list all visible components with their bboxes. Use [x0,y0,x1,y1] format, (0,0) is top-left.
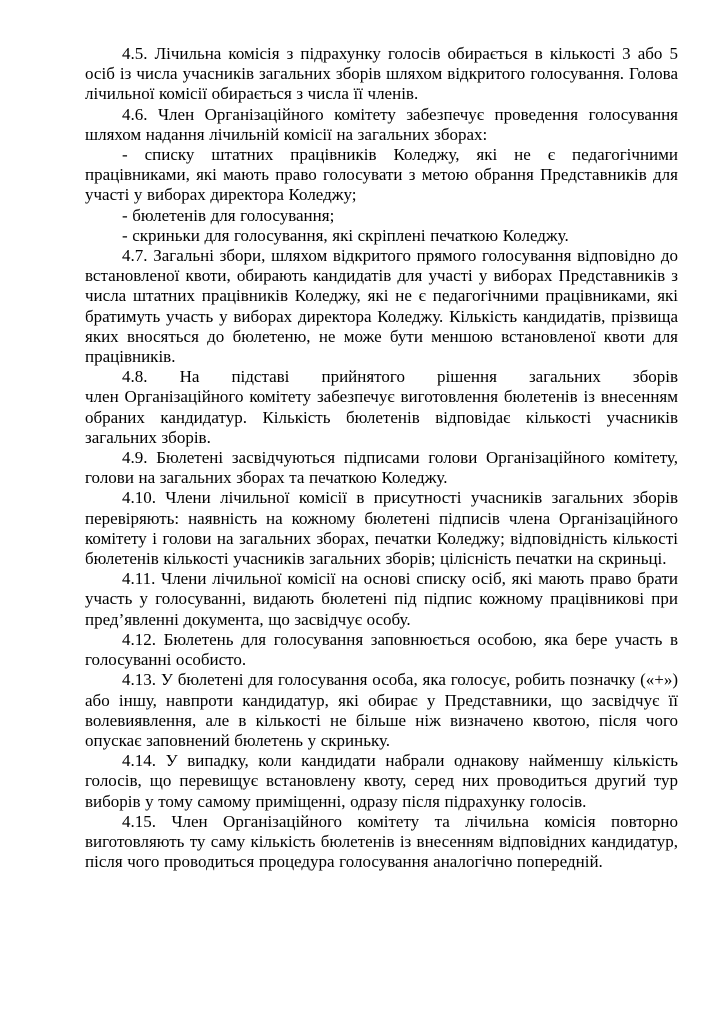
paragraph-4-8 [85,367,678,448]
paragraph-4-11: 4.11. Члени лічильної комісії на основі списку осіб, які мають право брати участь у голосуванні, видають бюлетені під підпис кожному працівникові при пред’явленні документа, що засвідчує особу. [85,569,678,629]
paragraph-4-14: 4.14. У випадку, коли кандидати набрали однакову найменшу кількість голосів, що перевищує встановлену квоту, серед них проводиться другий тур виборів у тому самому приміщенні, одразу після підрахунку голосів. [85,751,678,811]
paragraph-4-12: 4.12. Бюлетень для голосування заповнюється особою, яка бере участь в голосуванні особисто. [85,629,678,670]
paragraph-4-9: 4.9. Бюлетені засвідчуються підписами голови Організаційного комітету, голови на загальних зборах та печаткою Коледжу. [85,448,678,488]
paragraph-4-7: 4.7. Загальні збори, шляхом відкритого прямого голосування відповідно до встановленої квоти, обирають кандидатів для участі у виборах Представників з числа штатних працівників Коледжу, які не є педагогічними працівниками, які братимуть участь у виборах директора Коледжу. Кількість кандидатів, прізвища яких вносяться до бюлетеню, не може бути меншою встановленої квоти для працівників. [85,246,678,367]
paragraph-4-5: 4.5. Лічильна комісія з підрахунку голосів обирається в кількості 3 або 5 осіб із числа учасників загальних зборів шляхом відкритого голосування. Голова лічильної комісії обирається з числа її членів. [85,44,678,104]
list-item-ballot-box: - скриньки для голосування, які скріплені печаткою Коледжу. [122,225,569,245]
list-item-ballots: - бюлетенів для голосування; [122,205,335,225]
list-item-staff-list: - списку штатних працівників Коледжу, які не є педагогічними працівниками, які мають право голосувати з метою обрання Представників для участі у виборах директора Коледжу; [85,145,678,205]
paragraph-4-8-rest: член Організаційного комітету забезпечує виготовлення бюлетенів із внесенням обраних кандидатур. Кількість бюлетенів відповідає кількості учасників загальних зборів. [85,387,678,447]
paragraph-4-6: 4.6. Член Організаційного комітету забезпечує проведення голосування шляхом надання лічильній комісії на загальних зборах: [85,104,678,144]
text-block [85,44,678,872]
paragraph-4-13: 4.13. У бюлетені для голосування особа, яка голосує, робить позначку («+») або іншу, навпроти кандидатур, які обирає у Представники, що засвідчує її волевиявлення, але в кількості не більше ніж визначено квотою, після чого опускає заповнений бюлетень у скриньку. [85,670,678,750]
paragraph-4-15: 4.15. Член Організаційного комітету та лічильна комісія повторно виготовляють ту саму кількість бюлетенів із внесенням відповідних кандидатур, після чого проводиться процедура голосування аналогічно попередній. [85,811,678,872]
paragraph-4-8-line1: 4.8. На підставі прийнятого рішення загальних зборів [122,367,678,387]
paragraph-4-10: 4.10. Члени лічильної комісії в присутності учасників загальних зборів перевіряють: наявність на кожному бюлетені підписів члена Організаційного комітету і голови на загальних зборах, печатки Коледжу; відповідність кількості бюлетенів кількості учасників загальних зборів; цілісність печатки на скриньці. [85,488,678,569]
